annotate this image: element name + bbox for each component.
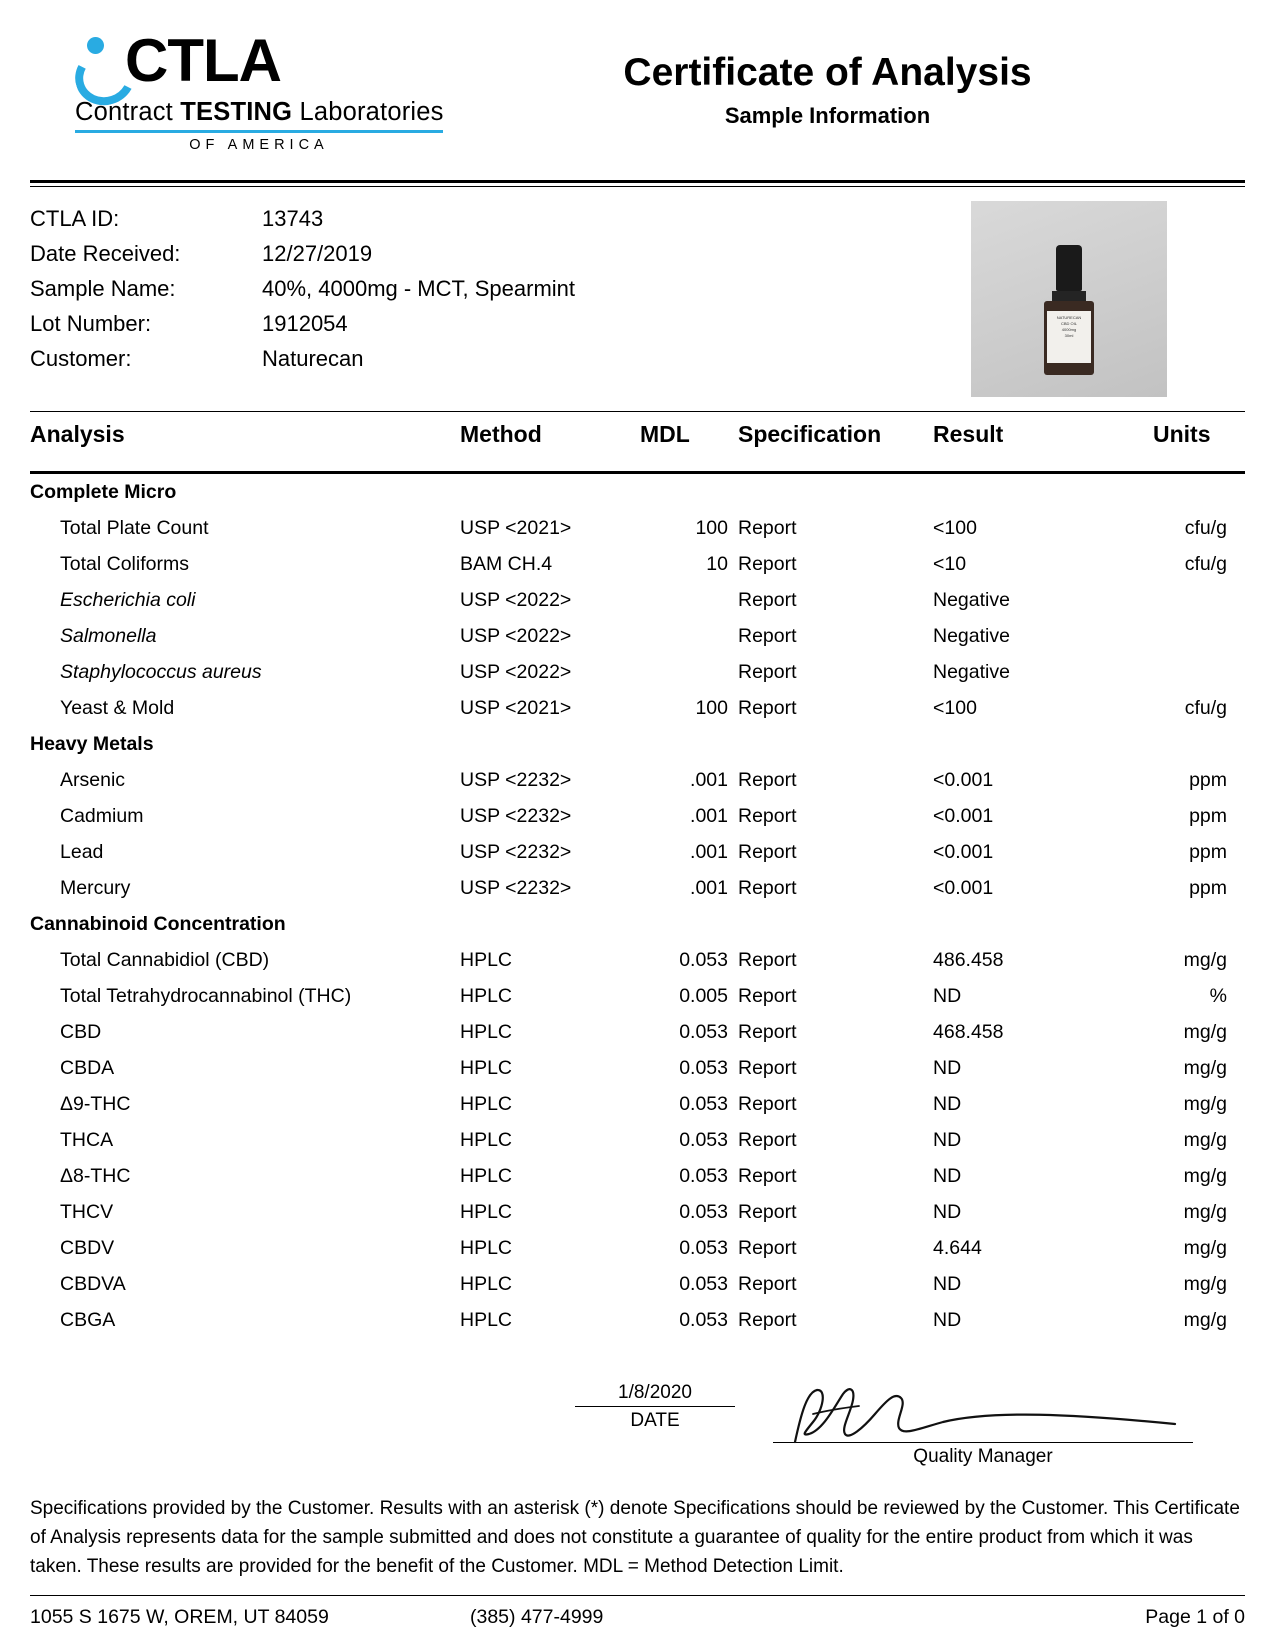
cell-units: ppm [1189, 841, 1227, 863]
cell-result: ND [933, 1201, 962, 1223]
empty-cell [933, 726, 1153, 762]
cell-analysis: Total Coliforms [60, 553, 189, 575]
cell-analysis: Δ9-THC [60, 1093, 131, 1115]
empty-cell [460, 906, 640, 942]
cell-mdl [640, 654, 738, 690]
empty-cell [738, 906, 933, 942]
cell-specification: Report [738, 661, 797, 683]
cell-analysis: Staphylococcus aureus [60, 661, 262, 683]
table-row [30, 1194, 1245, 1230]
cell-units: mg/g [1183, 1129, 1227, 1151]
table-row [30, 1122, 1245, 1158]
cell-method: USP <2022> [460, 625, 572, 647]
logo-divider [75, 130, 443, 133]
cell-result: ND [933, 1093, 962, 1115]
cell-method: HPLC [460, 1273, 513, 1295]
cell-result: Negative [933, 589, 1010, 611]
cell-method: HPLC [460, 1237, 513, 1259]
table-group-row [30, 473, 1245, 511]
results-table [30, 412, 1245, 1338]
table-row [30, 834, 1245, 870]
cell-units: ppm [1189, 877, 1227, 899]
empty-cell [738, 473, 933, 511]
cell-result: ND [933, 1273, 962, 1295]
cell-method: USP <2022> [460, 589, 572, 611]
cell-method: USP <2232> [460, 805, 572, 827]
cell-mdl [640, 582, 738, 618]
bottle-label-line: CBD OIL [1060, 321, 1077, 326]
cell-mdl: 0.053 [679, 1201, 728, 1223]
cell-specification: Report [738, 553, 797, 575]
cell-analysis: THCV [60, 1201, 114, 1223]
logo-text: CTLA [125, 27, 281, 94]
sample-information [30, 187, 1245, 409]
cell-analysis: CBGA [60, 1309, 116, 1331]
title-block [450, 28, 1245, 129]
empty-cell [1153, 906, 1245, 942]
cell-units: mg/g [1183, 1057, 1227, 1079]
cell-method: HPLC [460, 1057, 513, 1079]
cell-units: ppm [1189, 769, 1227, 791]
footer-address: 1055 S 1675 W, OREM, UT 84059 [30, 1606, 329, 1628]
cell-analysis: Total Tetrahydrocannabinol (THC) [60, 985, 352, 1007]
bottle-label-line: 4000mg [1061, 327, 1077, 332]
cell-result: <100 [933, 697, 977, 719]
table-row [30, 1230, 1245, 1266]
cell-units [1153, 618, 1245, 654]
cell-result: <100 [933, 517, 977, 539]
cell-analysis: Yeast & Mold [60, 697, 175, 719]
field-value: 40%, 4000mg - MCT, Spearmint [262, 276, 576, 301]
table-row [30, 1050, 1245, 1086]
cell-analysis: Total Plate Count [60, 517, 209, 539]
table-group-row [30, 906, 1245, 942]
signature-date [575, 1382, 735, 1478]
table-group-row [30, 726, 1245, 762]
cell-analysis: Cadmium [60, 805, 144, 827]
cell-units [1153, 654, 1245, 690]
cell-analysis: Arsenic [60, 769, 126, 791]
cell-analysis: CBDA [60, 1057, 115, 1079]
logo-sub-post: Laboratories [292, 98, 444, 126]
field-value: 12/27/2019 [262, 241, 373, 266]
logo-subtitle [75, 98, 450, 127]
cell-result: <0.001 [933, 841, 994, 863]
cell-analysis: Δ8-THC [60, 1165, 131, 1187]
swoosh-icon [75, 35, 123, 87]
col-analysis: Analysis [30, 421, 125, 447]
page-subtitle: Sample Information [724, 103, 931, 128]
logo-wordmark [75, 28, 450, 94]
cell-analysis: Escherichia coli [60, 589, 196, 611]
cell-method: HPLC [460, 1309, 513, 1331]
empty-cell [933, 473, 1153, 511]
empty-cell [933, 906, 1153, 942]
cell-result: ND [933, 1165, 962, 1187]
cell-units: mg/g [1183, 1237, 1227, 1259]
table-row [30, 798, 1245, 834]
empty-cell [738, 726, 933, 762]
cell-analysis: CBD [60, 1021, 102, 1043]
cell-mdl: 0.053 [679, 1309, 728, 1331]
table-row [30, 1014, 1245, 1050]
table-row [30, 546, 1245, 582]
cell-specification: Report [738, 769, 797, 791]
cell-units: mg/g [1183, 949, 1227, 971]
cell-method: USP <2021> [460, 517, 572, 539]
field-value: Naturecan [262, 346, 364, 371]
page-header [30, 28, 1245, 176]
cell-result: <0.001 [933, 805, 994, 827]
group-label: Cannabinoid Concentration [30, 913, 286, 935]
footer-phone: (385) 477-4999 [470, 1606, 604, 1628]
cell-method: HPLC [460, 949, 513, 971]
bottle-label-line: NATURECAN [1056, 315, 1082, 320]
table-row [30, 690, 1245, 726]
cell-mdl: .001 [690, 841, 728, 863]
logo-sub-bold: TESTING [180, 98, 293, 126]
sample-fields [30, 201, 971, 409]
cell-analysis: THCA [60, 1129, 114, 1151]
cell-analysis: CBDV [60, 1237, 115, 1259]
cell-mdl: .001 [690, 877, 728, 899]
cell-result: 468.458 [933, 1021, 1004, 1043]
table-row [30, 1158, 1245, 1194]
cell-units: cfu/g [1184, 517, 1227, 539]
table-header-divider [30, 455, 1245, 473]
cell-specification: Report [738, 805, 797, 827]
field-customer [30, 341, 971, 376]
cell-units: mg/g [1183, 1165, 1227, 1187]
bottle-image [1044, 245, 1094, 375]
cell-mdl: 0.053 [679, 1165, 728, 1187]
cell-specification: Report [738, 589, 797, 611]
cell-specification: Report [738, 949, 797, 971]
field-value: 1912054 [262, 311, 348, 336]
col-mdl: MDL [640, 421, 690, 447]
col-specification: Specification [738, 421, 882, 447]
cell-mdl: 0.053 [679, 1129, 728, 1151]
cell-units: % [1209, 985, 1227, 1007]
cell-method: BAM CH.4 [460, 553, 553, 575]
cell-result: <0.001 [933, 877, 994, 899]
empty-cell [640, 726, 738, 762]
cell-method: HPLC [460, 1093, 513, 1115]
cell-mdl: 0.053 [679, 1021, 728, 1043]
cell-mdl: .001 [690, 769, 728, 791]
field-sample-name [30, 271, 971, 306]
cell-result: Negative [933, 625, 1010, 647]
footer-page-number: Page 1 of 0 [1145, 1606, 1245, 1628]
empty-cell [1153, 473, 1245, 511]
field-label: Sample Name: [30, 276, 176, 301]
cell-specification: Report [738, 625, 797, 647]
col-units: Units [1153, 421, 1211, 447]
table-row [30, 654, 1245, 690]
empty-cell [640, 473, 738, 511]
cell-mdl: 0.053 [679, 1237, 728, 1259]
cell-analysis: Total Cannabidiol (CBD) [60, 949, 270, 971]
bottle-label [1047, 311, 1091, 363]
bottle-label-line: 30ml [1064, 333, 1074, 338]
group-label: Heavy Metals [30, 733, 154, 755]
cell-result: <10 [933, 553, 967, 575]
cell-method: HPLC [460, 1201, 513, 1223]
table-row [30, 510, 1245, 546]
page-footer [30, 1596, 1245, 1629]
table-row [30, 618, 1245, 654]
group-label: Complete Micro [30, 481, 177, 503]
cell-method: HPLC [460, 1129, 513, 1151]
cell-specification: Report [738, 1129, 797, 1151]
cell-mdl: 100 [695, 517, 728, 539]
sample-photo [971, 201, 1167, 397]
signature-mark-icon [773, 1382, 1193, 1442]
cell-specification: Report [738, 517, 797, 539]
cell-specification: Report [738, 1201, 797, 1223]
cell-method: USP <2022> [460, 661, 572, 683]
logo-subtitle-2: OF AMERICA [189, 137, 329, 153]
empty-cell [460, 473, 640, 511]
field-ctla-id [30, 201, 971, 236]
cell-units: ppm [1189, 805, 1227, 827]
table-row [30, 942, 1245, 978]
cell-units: mg/g [1183, 1273, 1227, 1295]
cell-analysis: Salmonella [60, 625, 157, 647]
cell-units: cfu/g [1184, 553, 1227, 575]
signature-block [30, 1382, 1245, 1478]
cell-units: mg/g [1183, 1201, 1227, 1223]
cell-units: cfu/g [1184, 697, 1227, 719]
table-row [30, 978, 1245, 1014]
field-label: Customer: [30, 346, 132, 371]
cell-method: USP <2021> [460, 697, 572, 719]
cell-result: ND [933, 985, 962, 1007]
table-row [30, 582, 1245, 618]
cell-analysis: Lead [60, 841, 104, 863]
cell-mdl: 100 [695, 697, 728, 719]
field-value: 13743 [262, 206, 324, 231]
cell-result: ND [933, 1057, 962, 1079]
cell-specification: Report [738, 1021, 797, 1043]
signature-date-value: 1/8/2020 [618, 1382, 692, 1403]
cell-method: USP <2232> [460, 841, 572, 863]
cell-result: <0.001 [933, 769, 994, 791]
col-result: Result [933, 421, 1004, 447]
cell-mdl: .001 [690, 805, 728, 827]
page-title: Certificate of Analysis [623, 51, 1032, 94]
table-row [30, 1266, 1245, 1302]
cell-mdl: 0.053 [679, 1273, 728, 1295]
cell-specification: Report [738, 1237, 797, 1259]
table-row [30, 762, 1245, 798]
cell-result: ND [933, 1309, 962, 1331]
cell-mdl: 0.053 [679, 1093, 728, 1115]
cell-method: HPLC [460, 1165, 513, 1187]
cell-analysis: CBDVA [60, 1273, 126, 1295]
field-label: CTLA ID: [30, 206, 120, 231]
logo-sub-pre: Contract [75, 98, 181, 126]
cell-method: USP <2232> [460, 877, 572, 899]
cell-mdl [640, 618, 738, 654]
cell-specification: Report [738, 841, 797, 863]
cell-method: USP <2232> [460, 769, 572, 791]
disclaimer-text: Specifications provided by the Customer. Results with an asterisk (*) denote Specifications should be reviewed by the Customer. This Certificate of Analysis represents data for the sample submitted and does not constitute a guarantee of quality for the entire product from which it was taken. These results are provided for the benefit of the Customer. MDL = Method Detection Limit. [30, 1498, 1240, 1577]
empty-cell [640, 906, 738, 942]
cell-method: HPLC [460, 1021, 513, 1043]
cell-mdl: 10 [706, 553, 728, 575]
results-body [30, 473, 1245, 1339]
cell-units: mg/g [1183, 1093, 1227, 1115]
cell-specification: Report [738, 1093, 797, 1115]
col-method: Method [460, 421, 542, 447]
cell-result: Negative [933, 661, 1010, 683]
field-label: Date Received: [30, 241, 181, 266]
cell-specification: Report [738, 877, 797, 899]
cell-units: mg/g [1183, 1021, 1227, 1043]
cell-result: 4.644 [933, 1237, 982, 1259]
cell-mdl: 0.053 [679, 949, 728, 971]
field-lot-number [30, 306, 971, 341]
cell-specification: Report [738, 697, 797, 719]
empty-cell [460, 726, 640, 762]
cell-specification: Report [738, 1309, 797, 1331]
cell-specification: Report [738, 985, 797, 1007]
cell-result: ND [933, 1129, 962, 1151]
table-row [30, 1086, 1245, 1122]
field-label: Lot Number: [30, 311, 152, 336]
cell-units [1153, 582, 1245, 618]
cell-mdl: 0.053 [679, 1057, 728, 1079]
ctla-logo [30, 28, 450, 153]
signature-name [773, 1382, 1193, 1478]
cell-units: mg/g [1183, 1309, 1227, 1331]
cell-method: HPLC [460, 985, 513, 1007]
table-row [30, 870, 1245, 906]
cell-specification: Report [738, 1273, 797, 1295]
field-date-received [30, 236, 971, 271]
cell-analysis: Mercury [60, 877, 131, 899]
cell-specification: Report [738, 1057, 797, 1079]
table-header-row [30, 412, 1245, 455]
cell-result: 486.458 [933, 949, 1004, 971]
cell-mdl: 0.005 [679, 985, 728, 1007]
table-row [30, 1302, 1245, 1338]
header-divider [30, 180, 1245, 187]
signature-date-caption: DATE [630, 1410, 680, 1431]
empty-cell [1153, 726, 1245, 762]
cell-specification: Report [738, 1165, 797, 1187]
signature-caption: Quality Manager [913, 1446, 1053, 1467]
